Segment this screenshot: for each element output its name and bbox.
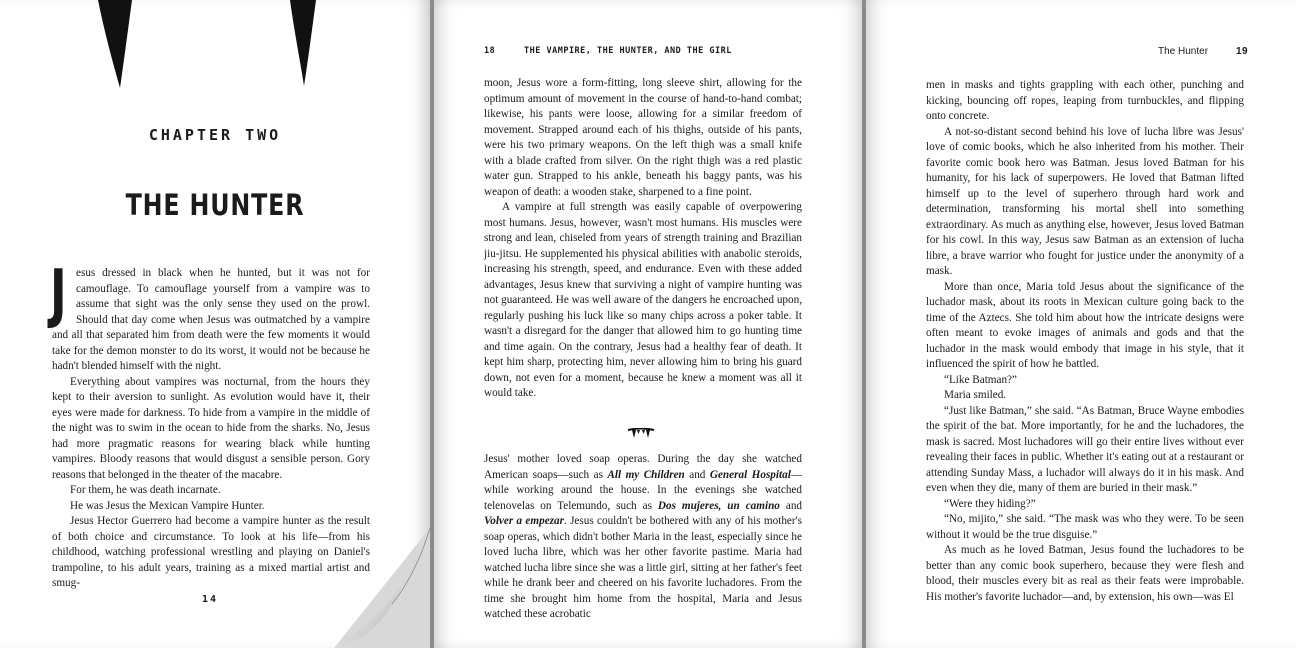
body-text — [484, 452, 802, 623]
soap-title: General Hospital — [709, 468, 791, 481]
paragraph: He was Jesus the Mexican Vampire Hunter. — [70, 499, 265, 512]
paragraph: “No, mijito,” she said. “The mask was who they were. To be seen without it would be the true disguise.” — [926, 513, 1244, 541]
page-number: 19 — [1236, 46, 1249, 57]
vampire-fang-icon — [290, 0, 316, 88]
paragraph: “Like Batman?” — [944, 373, 1017, 386]
paragraph: A not-so-distant second behind his love of lucha libre was Jesus' love of comic books, which he also inherited from his mother. Their favorite comic book hero was Batman. Jesus loved Batman for his humanity, for his lack of superpowers. He loved that Batman lifted himself up to the level of superhero through hard work and determination, transforming his mortal shell into something extraordinary. As much as anything else, however, Jesus loved Batman for his cowl. In this way, Jesus saw Batman as an extension of lucha libre, a brave warrior who fought for justice under the anonymity of a mask. — [926, 125, 1244, 277]
paragraph: Jesus' mother loved soap operas. During the day she watched American soaps—such as All my Children and General Hospital—while working around the house. In the evenings she watched telenovelas on Telemundo, such as Dos mujeres, un camino and Volver a empezar. Jesus couldn't be bothered with any of his mother's soap operas, which didn't bother Maria in the least, especially since he loved lucha libre, which was her other favorite pastime. Maria had watched lucha libre since she was a little girl, sitting at her father's feet while he drank beer and cheered on his favorite luchadores. From the time she brought him home from the hospital, Maria and Jesus watched these acrobatic — [484, 453, 803, 620]
page-curl-icon[interactable] — [334, 528, 430, 648]
paragraph: Maria smiled. — [944, 389, 1007, 401]
page-middle — [434, 0, 862, 648]
chapter-title: THE HUNTER — [125, 188, 305, 222]
page-left — [0, 0, 430, 648]
soap-title: Volver a empezar — [484, 515, 564, 527]
paragraph: “Just like Batman,” she said. “As Batman, Bruce Wayne embodies the spirit of the bat. More importantly, for he and the luchadores, the mask is sacred. Most luchadores will go their entire lives without ever revealing their faces in public. Whether it's eating out at a restaurant or attending Sunday Mass, a luchador will always do it in his mask. And even when they die, many of them are buried in their mask.” — [926, 404, 1244, 494]
paragraph: Everything about vampires was nocturnal, from the hours they kept to their aversion to sunlight. As evolution would have it, their eyes were made for darkness. To hide from a vampire in the middle of the night was to swim in the ocean to hide from the sharks. No, Jesus had more pragmatic reasons for wearing black while hunting vampires. Bloody reasons that would disgust a sensible person. Gory reasons that belonged in the theater of the macabre. — [52, 375, 370, 481]
soap-title: Dos mujeres, un camino — [657, 499, 780, 512]
body-text — [484, 76, 802, 402]
paragraph: A vampire at full strength was easily capable of overpowering most humans. Jesus, however, wasn't most humans. His muscles were strong and lean, chiseled from years of strength training and Brazilian jiu-jitsu. He supplemented his physical abilities with anabolic steroids, increasing his strength, speed, and endurance. Even with these added advantages, Jesus knew that surviving a night of vampire hunting was not guaranteed. He was well aware of the dangers he encroached upon, regularly pushing his luck like so many chips across a poker table. It wasn't a disregard for the danger that allowed him to go hunting time and time again. On the contrary, Jesus had a healthy fear of death. It kept him sharp, protecting him, never allowing him to bring his guard down, not even for a moment, because he knew a moment was all it would take. — [484, 201, 802, 399]
paragraph: moon, Jesus wore a form-fitting, long sleeve shirt, allowing for the optimum amount of movement in the course of hand-to-hand combat; likewise, his pants were loose, allowing for a similar freedom of movement. Strapped around each of his thighs, outside of his pants, were his two primary weapons. On the left thigh was a small knife with a blade crafted from silver. On the right thigh was a red plastic water gun. Strapped to his ankle, beneath his baggy pants, was his weapon of death: a wooden stake, sharpened to a fine point. — [484, 77, 802, 198]
paragraph: men in masks and tights grappling with each other, punching and kicking, bouncing off ropes, leaping from turnbuckles, and flipping onto concrete. — [926, 79, 1244, 122]
fang-ornament-icon — [626, 428, 656, 440]
paragraph: Jesus Hector Guerrero had become a vampire hunter as the result of both choice and circumstance. To look at his life—from his childhood, watching professional wrestling and playing on Daniel's trampoline, to his adult years, training as a mixed martial artist and smug- — [52, 515, 370, 589]
page-number: 14 — [201, 594, 219, 605]
paragraph: “Were they hiding?” — [944, 497, 1036, 510]
body-text — [926, 78, 1244, 605]
page-right — [866, 0, 1296, 648]
running-head: THE VAMPIRE, THE HUNTER, AND THE GIRL — [524, 46, 732, 56]
vampire-fang-icon — [98, 0, 132, 90]
soap-title: All my Children — [607, 468, 685, 481]
paragraph: Jesus dressed in black when he hunted, but it was not for camouflage. To camouflage yourself from a vampire was to assume that sight was the only sense they used on the prowl. Should that day come when Jesus was outmatched by a vampire and all that separated him from death were the few moments it would take for the demon monster to do its worst, it would not be because he hadn't blended himself with the night. — [50, 257, 370, 372]
paragraph: For them, he was death incarnate. — [70, 484, 221, 496]
paragraph: More than once, Maria told Jesus about the significance of the luchador mask, about its roots in Mexican culture going back to the time of the Aztecs. She told him about how the intricate designs were often meant to evoke images of animals and gods and that the luchador in the mask would embody that image in his style, that it influenced the spirit of how he battled. — [926, 280, 1244, 370]
page-number: 18 — [484, 46, 496, 56]
drop-cap: J — [50, 257, 67, 331]
chapter-number: CHAPTER TWO — [148, 126, 282, 144]
body-text — [50, 257, 370, 592]
running-head: The Hunter — [1158, 46, 1209, 57]
paragraph: As much as he loved Batman, Jesus found the luchadores to be better than any comic book superhero, because they were flesh and blood, their muscles every bit as real as their feats were improbable. His mother's favorite luchador—and, by extension, his own—was El — [926, 544, 1244, 603]
